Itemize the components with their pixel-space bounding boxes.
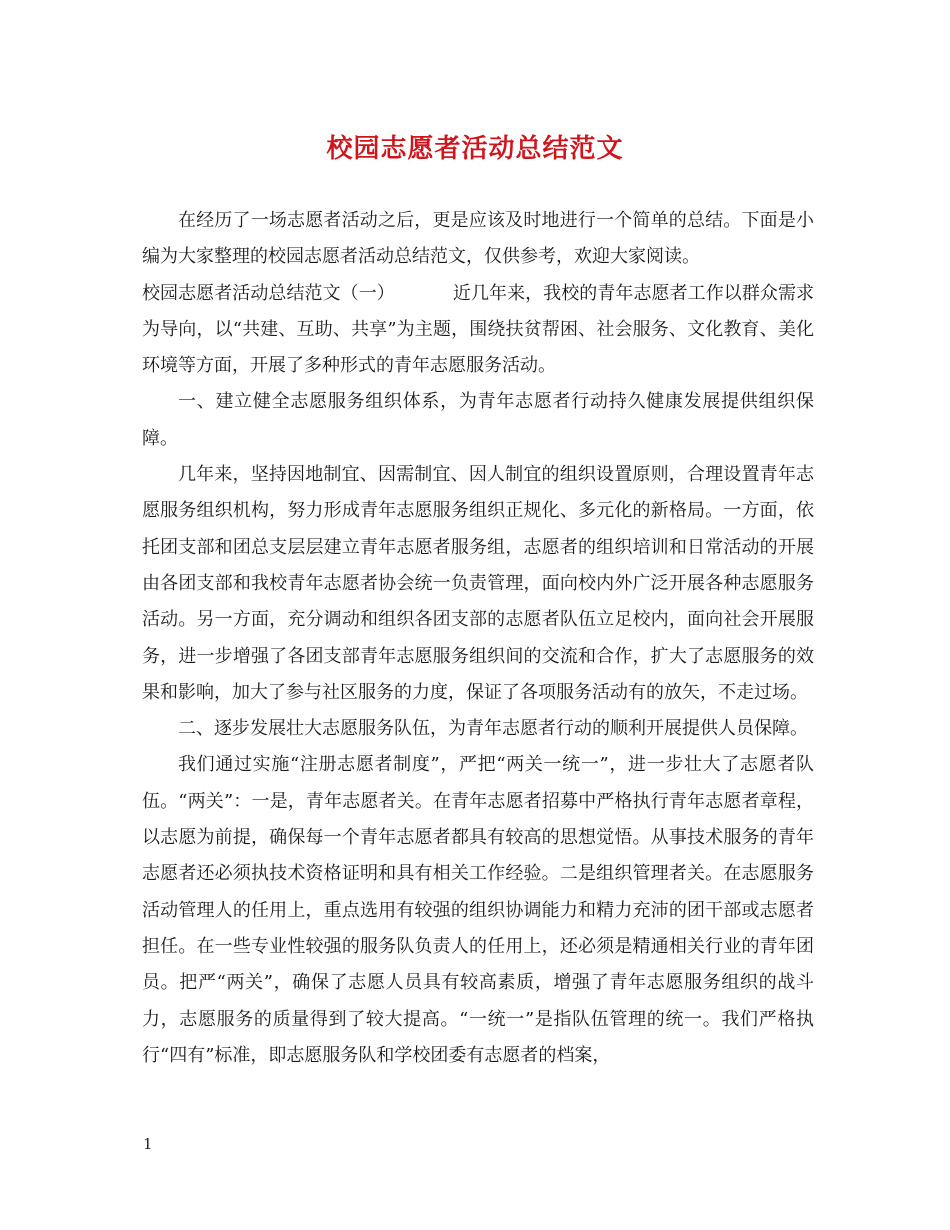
section-heading: 校园志愿者活动总结范文（一）	[142, 282, 395, 304]
section-lead-text: 近几年来，我校的青年志愿者工作以群众需求为导向，以“共建、互助、共享”为主题，围绕扶贫帮困、社会服务、文化教育、美化环境等方面，开展了多种形式的青年志愿服务活动。	[142, 282, 815, 377]
section-paragraph	[142, 276, 814, 385]
page-number: 1	[143, 1135, 153, 1153]
document-body	[142, 203, 814, 1074]
point-two-heading: 二、逐步发展壮大志愿服务队伍，为青年志愿者行动的顺利开展提供人员保障。	[178, 718, 808, 740]
point-one-heading: 一、建立健全志愿服务组织体系，为青年志愿者行动持久健康发展提供组织保障。	[142, 391, 814, 449]
point-one-body: 几年来，坚持因地制宜、因需制宜、因人制宜的组织设置原则，合理设置青年志愿服务组织机构，努力形成青年志愿服务组织正规化、多元化的新格局。一方面，依托团支部和团总支层层建立青年志愿者服务组，志愿者的组织培训和日常活动的开展由各团支部和我校青年志愿者协会统一负责管理，面向校内外广泛开展各种志愿服务活动。另一方面，充分调动和组织各团支部的志愿者队伍立足校内，面向社会开展服务，进一步增强了各团支部青年志愿服务组织间的交流和合作，扩大了志愿服务的效果和影响，加大了参与社区服务的力度，保证了各项服务活动有的放矢，不走过场。	[142, 464, 814, 703]
document-title: 校园志愿者活动总结范文	[326, 134, 624, 164]
intro-paragraph: 在经历了一场志愿者活动之后，更是应该及时地进行一个简单的总结。下面是小编为大家整理的校园志愿者活动总结范文，仅供参考，欢迎大家阅读。	[142, 210, 814, 268]
point-two-body: 我们通过实施“注册志愿者制度”，严把“两关一统一”，进一步壮大了志愿者队伍。“两关”：一是，青年志愿者关。在青年志愿者招募中严格执行青年志愿者章程，以志愿为前提，确保每一个青年志愿者都具有较高的思想觉悟。从事技术服务的青年志愿者还必须执技术资格证明和具有相关工作经验。二是组织管理者关。在志愿服务活动管理人的任用上，重点选用有较强的组织协调能力和精力充沛的团干部或志愿者担任。在一些专业性较强的服务队负责人的任用上，还必须是精通相关行业的青年团员。把严“两关”，确保了志愿人员具有较高素质，增强了青年志愿服务组织的战斗力，志愿服务的质量得到了较大提高。“一统一”是指队伍管理的统一。我们严格执行“四有”标准，即志愿服务队和学校团委有志愿者的档案，	[142, 754, 814, 1066]
